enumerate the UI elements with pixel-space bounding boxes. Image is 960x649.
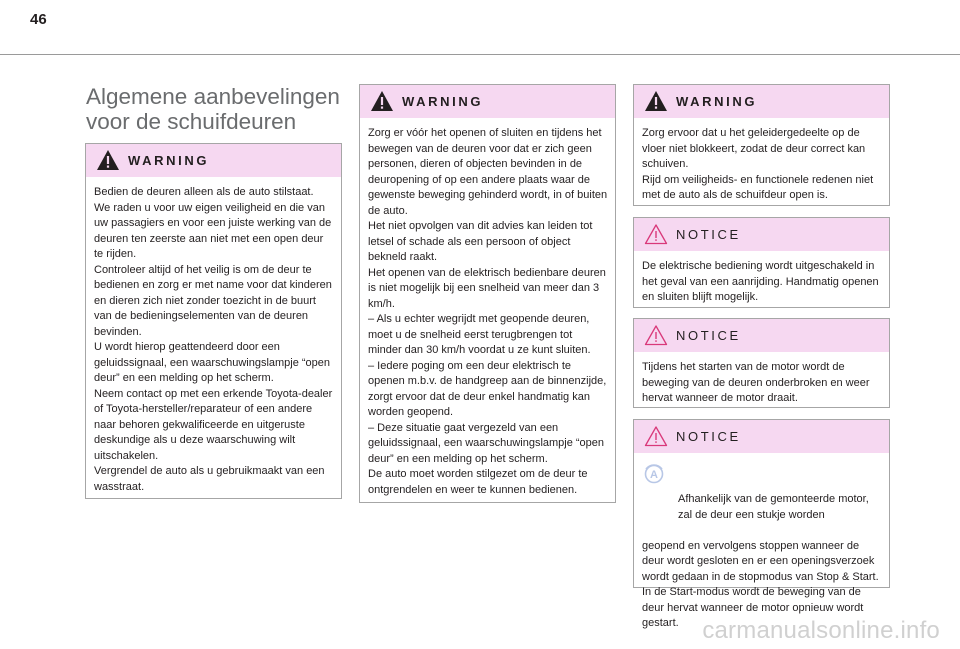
notice-text: geopend en vervolgens stoppen wanneer de deur wordt gesloten en er een openingsverzoek wordt gedaan in de stopmodus van Stop & Start. In de Start-modus wordt de beweging van de deur hervat wanneer de motor opnieuw wordt gestart. xyxy=(642,539,879,629)
svg-text:A: A xyxy=(650,469,658,481)
notice-text: De elektrische bediening wordt uitgeschakeld in het geval van een aanrijding. Handmatig openen en sluiten blijft mogelijk. xyxy=(642,260,879,303)
warning-header xyxy=(86,144,341,177)
notice-header xyxy=(634,218,889,251)
notice-box-collision xyxy=(633,217,890,308)
auto-stop-start-icon xyxy=(642,463,666,485)
notice-text: Tijdens het starten van de motor wordt de beweging van de deuren onderbroken en weer hervat wanneer de motor draait. xyxy=(642,361,870,404)
warning-box-door-obstruction xyxy=(359,84,616,503)
notice-triangle-icon xyxy=(644,425,668,447)
notice-text-indented: Afhankelijk van de gemonteerde motor, zal de deur een stukje worden xyxy=(678,493,869,521)
warning-label: WARNING xyxy=(676,94,758,109)
page-title: Algemene aanbevelingen voor de schuifdeuren xyxy=(86,84,340,134)
notice-label: NOTICE xyxy=(676,328,741,343)
notice-label: NOTICE xyxy=(676,429,741,444)
warning-triangle-icon xyxy=(370,90,394,112)
warning-label: WARNING xyxy=(402,94,484,109)
notice-header xyxy=(634,420,889,453)
warning-triangle-icon xyxy=(96,149,120,171)
warning-header xyxy=(634,85,889,118)
watermark: carmanualsonline.info xyxy=(702,617,940,644)
notice-box-engine-start xyxy=(633,318,890,408)
notice-header xyxy=(634,319,889,352)
warning-header xyxy=(360,85,615,118)
warning-box-door-operation xyxy=(85,143,342,499)
warning-text: Zorg er vóór het openen of sluiten en tijdens het bewegen van de deuren voor dat er zich geen personen, dieren of objecten bevinden in de deuropening of op een andere plaats waar de gewenste beweging gehinderd wordt, in of buiten de auto. Het niet opvolgen van dit advies kan leiden tot letsel of schade als een persoon of object bekneld raakt. Het openen van de elektrisch bedienbare deuren is niet mogelijk bij een snelheid van meer dan 3 km/h. – Als u echter wegrijdt met geopende deuren, moet u de snelheid eerst terugbrengen tot minder dan 30 km/h voordat u ze kunt sluiten. – Iedere poging om een deur elektrisch te openen m.b.v. de handgreep aan de binnenzijde, zorgt ervoor dat de deur enkel handmatig kan worden geopend. – Deze situatie gaat vergezeld van een geluidssignaal, een waarschuwingslampje “open deur” en een melding op het scherm. De auto moet worden stilgezet om de deur te ontgrendelen en weer te kunnen bedienen. xyxy=(368,127,608,496)
notice-label: NOTICE xyxy=(676,227,741,242)
warning-triangle-icon xyxy=(644,90,668,112)
warning-text: Bedien de deuren alleen als de auto stilstaat. We raden u voor uw eigen veiligheid en die van uw passagiers en voor een juiste werking van de deuren ten zeerste aan niet met een open deur te rijden. Controleer altijd of het veilig is om de deur te bedienen en zorg er met name voor dat kinderen en dieren zich niet zonder toezicht in de buurt van de bedieningselementen van de deuren bevinden. U wordt hierop geattendeerd door een geluidssignaal, een waarschuwingslampje “open deur” en een melding op het scherm. Neem contact op met een erkende Toyota-dealer of Toyota-hersteller/reparateur of een andere naar behoren gekwalificeerde en uitgeruste deskundige als u deze waarschuwing wilt uitschakelen. Vergrendel de auto als u gebruikmaakt van een wasstraat. xyxy=(94,186,333,493)
notice-triangle-icon xyxy=(644,223,668,245)
warning-label: WARNING xyxy=(128,153,210,168)
page-number: 46 xyxy=(30,11,47,28)
notice-box-stop-start xyxy=(633,419,890,629)
header-divider xyxy=(0,54,960,55)
warning-box-floor-guide xyxy=(633,84,890,206)
notice-triangle-icon xyxy=(644,324,668,346)
warning-text: Zorg ervoor dat u het geleidergedeelte op de vloer niet blokkeert, zodat de deur correct kan schuiven. Rijd om veiligheids- en functionele redenen niet met de auto als de schuifdeur open is. xyxy=(642,127,874,201)
